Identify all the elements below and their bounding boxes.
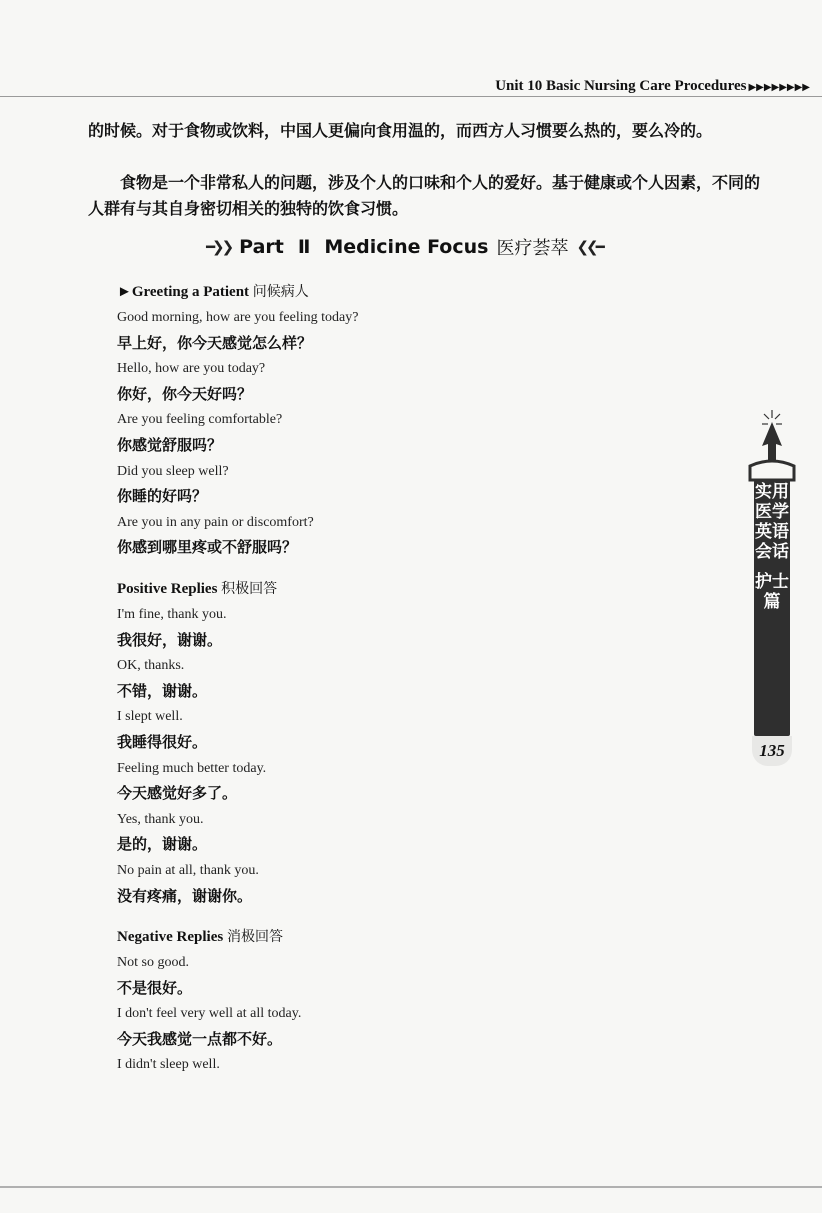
phrase-en: Are you in any pain or discomfort?: [117, 514, 314, 530]
page-number: 135: [752, 736, 792, 766]
phrase-en: Hello, how are you today?: [117, 361, 266, 377]
phrase-zh: 今天我感觉一点都不好。: [117, 1029, 283, 1048]
phrase-zh: 我睡得很好。: [117, 732, 208, 751]
section-title-zh: 医疗荟萃: [496, 238, 569, 259]
phrase-en: OK, thanks.: [117, 658, 185, 674]
section-heading: [198, 234, 610, 260]
phrase-en: I slept well.: [117, 709, 183, 725]
running-head-arrows-icon: ▶▶▶▶▶▶▶▶: [748, 82, 810, 93]
part-number: Ⅱ: [297, 236, 311, 258]
part-label: Part: [239, 236, 284, 258]
positive-title-en: Positive Replies: [117, 581, 218, 597]
negative-title: [117, 924, 717, 950]
phrase-en: Not so good.: [117, 955, 189, 970]
phrase-zh: 你感觉舒服吗？: [117, 435, 223, 454]
intro-paragraph-2-text: 食物是一个非常私人的问题，涉及个人的口味和个人的爱好。基于健康或个人因素，不同的人群有与其自身密切相关的独特的饮食习惯。: [88, 173, 761, 218]
negative-title-zh: 消极回答: [226, 929, 283, 945]
phrase-en: Good morning, how are you feeling today?: [117, 310, 359, 325]
book-subtitle: 护士篇: [755, 572, 789, 612]
phrase-zh: 今天感觉好多了。: [117, 784, 238, 803]
leaf-left-icon: ━❯❯: [206, 238, 232, 256]
phrase-zh: 是的，谢谢。: [117, 835, 208, 854]
greeting-title-zh: 问候病人: [252, 284, 309, 300]
greeting-block: [117, 279, 717, 561]
phrase-zh: 你好，你今天好吗？: [117, 384, 253, 403]
intro-paragraph-2: [88, 170, 760, 222]
positive-title: [117, 576, 717, 602]
phrase-zh: 早上好，你今天感觉怎么样？: [117, 333, 313, 352]
intro-paragraph-1: 的时候。对于食物或饮料，中国人更偏向食用温的，而西方人习惯要么热的，要么冷的。: [88, 121, 713, 140]
leaf-right-icon: ❮❮━: [576, 238, 602, 256]
phrase-en: Did you sleep well?: [117, 463, 229, 479]
phrase-zh: 你睡的好吗？: [117, 487, 208, 506]
running-head: [495, 78, 810, 95]
side-tab: [742, 404, 802, 784]
phrase-en: Are you feeling comfortable?: [117, 412, 283, 428]
positive-replies-block: [117, 576, 717, 909]
phrase-en: Yes, thank you.: [117, 811, 204, 827]
negative-replies-block: [117, 924, 717, 1078]
side-tab-text: [754, 480, 790, 612]
book-title: 实用医学英语会话: [755, 482, 789, 562]
header-rule: [0, 96, 822, 97]
greeting-title-en: ►Greeting a Patient: [117, 284, 250, 300]
phrase-zh: 我很好，谢谢。: [117, 630, 223, 649]
book-tab-icon: [742, 404, 802, 484]
phrase-en: No pain at all, thank you.: [117, 862, 259, 878]
running-head-text: Unit 10 Basic Nursing Care Procedures: [495, 78, 747, 94]
positive-title-zh: 积极回答: [221, 581, 278, 597]
negative-title-en: Negative Replies: [117, 929, 224, 945]
footer-rule: [0, 1186, 822, 1188]
phrase-zh: 不是很好。: [117, 978, 193, 997]
phrase-en: Feeling much better today.: [117, 760, 267, 776]
greeting-title: [117, 279, 717, 305]
phrase-zh: 不错，谢谢。: [117, 681, 208, 700]
phrase-en: I didn't sleep well.: [117, 1057, 220, 1073]
phrase-en: I'm fine, thank you.: [117, 607, 227, 622]
phrase-en: I don't feel very well at all today.: [117, 1006, 302, 1022]
phrase-zh: 你感到哪里疼或不舒服吗？: [117, 538, 298, 557]
phrase-zh: 没有疼痛，谢谢你。: [117, 886, 253, 905]
section-title: Medicine Focus: [324, 236, 489, 258]
